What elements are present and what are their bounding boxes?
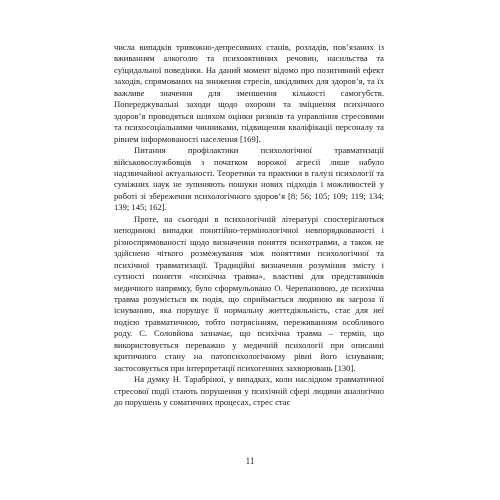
paragraph-1: числа випадків тривожно-депресивних станів, розладів, пов’язаних із вживанням алкоголю та психоактивних речовин, насильства та суїцидальної поведінки. На даний момент відомо про позитивний ефект заходів, спрямованих на зниження стресів, шкідливих для здоров’я, та їх важливе значення для зменшення кількості самогубств. Попереджувальні заходи щодо охорони та зміцнення психічного здоров’я проводяться шляхом оцінки ризиків та управління стресовими та психосоціальними чинниками, підвищення кваліфікації персоналу та рівнем інформованості населення [169].: [114, 42, 384, 144]
page-number: 11: [245, 456, 255, 466]
paragraph-4: На думку Н. Тарабріної, у випадках, коли наслідком травматичної стресової події стають порушення у психічній сфері людини аналогічно до порушень у соматичних процесах, стрес стає: [114, 374, 384, 408]
paragraph-3: Проте, на сьогодні в психологічній літературі спостерігаються неподинокі випадки понятійно-термінологічної невпорядкованості і різноспрямованості щодо визначення поняття психотравми, а також не здійснено чіткого розмежування між поняттями психологічної та психічної травматизації. Традиційні визначення розуміння змісту і сутності поняття «психічна травма», властиві для представників медичного напрямку, було сформульовано О. Черепановою, де психічна травма розуміється як подія, що сприймається людиною як загроза її існуванню, яка порушує її нормальну життєдіяльність, стає для неї подією травматичною, тобто потрясінням, переживанням особливого роду. С. Соловйова зазначає, що психічна травма – термін, що використовується переважно у медичній психології при описанні критичного стану на патопсихологічному рівні його існування; застосовується при інтерпретації психогенних захворювань [130].: [114, 213, 384, 373]
body-text: [114, 42, 384, 409]
paragraph-2: Питання профілактики психологічної травматизації військовослужбовців з початком ворожої агресії лише набуло надзвичайної актуальності. Теоретики та практики в галузі психології та суміжних наук не зупиняють пошуки нових підходів і можливостей у роботі зі збереження психологічного здоров’я [8; 56; 105; 109; 119; 134; 139; 145; 162].: [114, 145, 384, 213]
